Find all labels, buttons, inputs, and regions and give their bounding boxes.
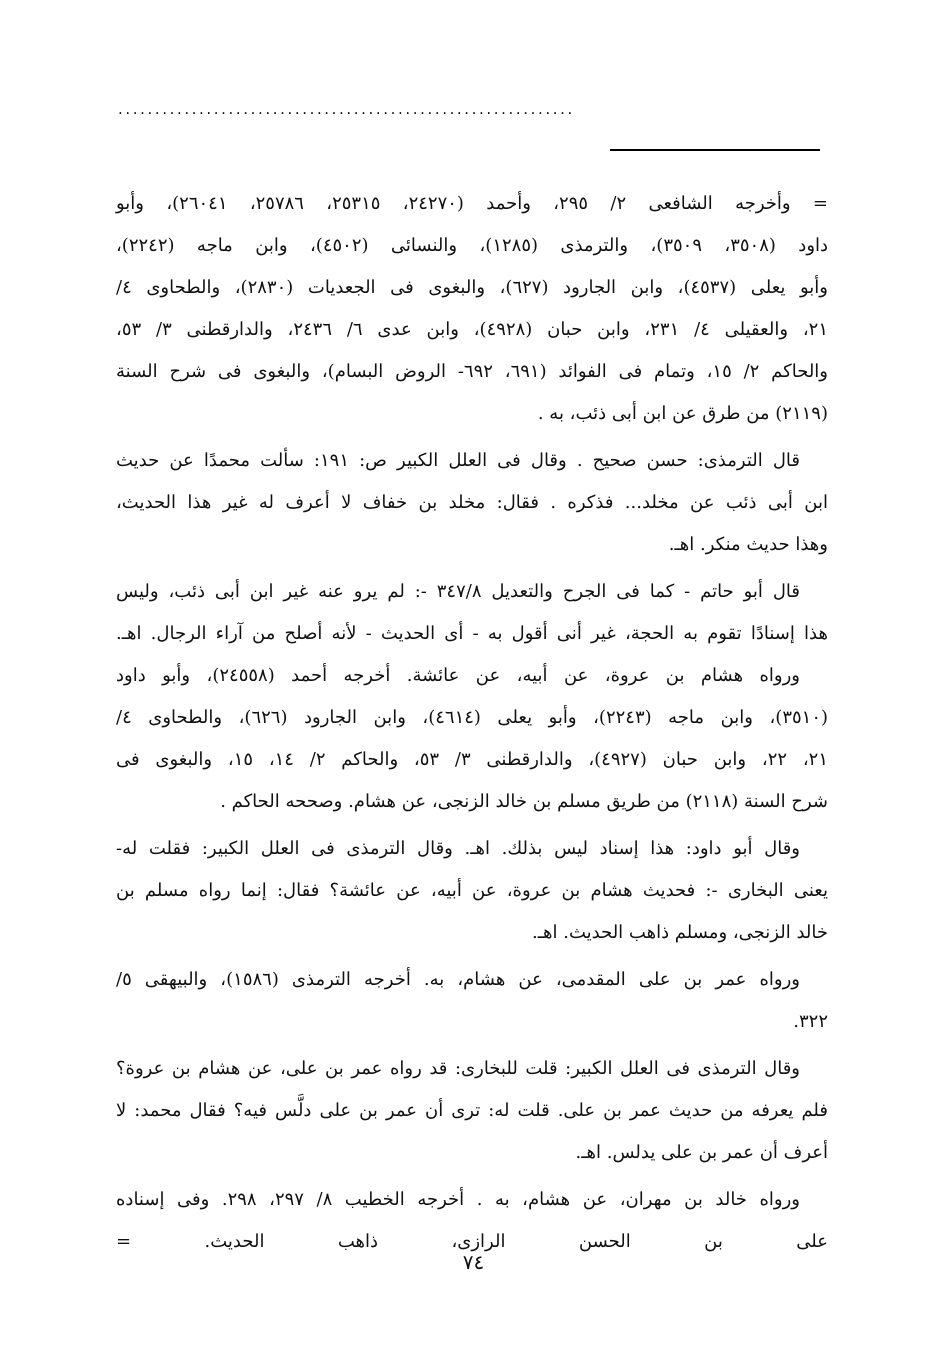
footnote-rule [610,149,820,151]
paragraph [116,959,828,1043]
text-line: والحاكم ٢/ ١٥، وتمام فى الفوائد (٦٩١، ٦٩٢- الروض البسام)، والبغوى فى شرح السنة [116,361,829,382]
text-line: ٣٢٢. [793,1011,828,1032]
text-line: أعرف أن عمر بن على يدلس. اهـ. [575,1142,828,1163]
text-line: ابن أبى ذئب عن مخلد... فذكره . فقال: مخلد بن خفاف لا أعرف له غير هذا الحديث، [116,492,828,513]
paragraph [116,1048,828,1174]
text-line: على بن الحسن الرازى، ذاهب الحديث. = [116,1231,828,1252]
page-number: ٧٤ [462,1250,485,1274]
paragraph [116,828,828,954]
text-line: (٣٥١٠)، وابن ماجه (٢٢٤٣)، وأبو يعلى (٤٦١٤)، وابن الجارود (٦٢٦)، والطحاوى ٤/ [116,707,829,728]
text-line: (٢١١٩) من طرق عن ابن أبى ذئب، به . [537,403,828,424]
text-line: شرح السنة (٢١١٨) من طريق مسلم بن خالد الزنجى، عن هشام. وصححه الحاكم . [220,791,828,812]
separator-dots: .............................................................. [118,100,575,118]
text-line: وقال أبو داود: هذا إسناد ليس بذلك. اهـ. وقال الترمذى فى العلل الكبير: فقلت له- [116,838,800,859]
footnote-body [116,183,828,1268]
text-line: وقال الترمذى فى العلل الكبير: قلت للبخارى: قد رواه عمر بن على، عن هشام بن عروة؟ [116,1058,800,1079]
text-line: ورواه خالد بن مهران، عن هشام، به . أخرجه الخطيب ٨/ ٢٩٧، ٢٩٨. وفى إسناده [116,1189,800,1210]
text-line: وأبو يعلى (٤٥٣٧)، وابن الجارود (٦٢٧)، والبغوى فى الجعديات (٢٨٣٠)، والطحاوى ٤/ [116,277,828,298]
paragraph [116,440,828,566]
text-line: فلم يعرفه من حديث عمر بن على. قلت له: ترى أن عمر بن على دلَّس فيه؟ فقال محمد: لا [116,1100,828,1121]
text-line: داود (٣٥٠٨، ٣٥٠٩)، والترمذى (١٢٨٥)، والنسائى (٤٥٠٢)، وابن ماجه (٢٢٤٢)، [116,235,829,256]
paragraph [116,183,828,435]
text-line: وهذا حديث منكر. اهـ. [668,534,828,555]
text-line: = وأخرجه الشافعى ٢/ ٢٩٥، وأحمد (٢٤٢٧٠، ٢٥٣١٥، ٢٥٧٨٦، ٢٦٠٤١)، وأبو [116,193,828,214]
text-line: ٢١، ٢٢، وابن حبان (٤٩٢٧)، والدارقطنى ٣/ ٥٣، والحاكم ٢/ ١٤، ١٥، والبغوى فى [116,749,829,770]
text-line: قال الترمذى: حسن صحيح . وقال فى العلل الكبير ص: ١٩١: سألت محمدًا عن حديث [116,450,801,471]
text-line: ٢١، والعقيلى ٤/ ٢٣١، وابن حبان (٤٩٢٨)، وابن عدى ٦/ ٢٤٣٦، والدارقطنى ٣/ ٥٣، [116,319,828,340]
text-line: هذا إسنادًا تقوم به الحجة، غير أنى أقول به - أى الحديث - لأنه أصلح من آراء الرجال. اهـ. [116,623,828,644]
text-line: ورواه هشام بن عروة، عن أبيه، عن عائشة. أخرجه أحمد (٢٤٥٥٨)، وأبو داود [116,665,800,686]
paragraph [116,571,828,823]
text-line: يعنى البخارى -: فحديث هشام بن عروة، عن أبيه، عن عائشة؟ فقال: إنما رواه مسلم بن [116,880,828,901]
text-line: ورواه عمر بن على المقدمى، عن هشام، به. أخرجه الترمذى (١٥٨٦)، والبيهقى ٥/ [116,969,800,990]
text-line: خالد الزنجى، ومسلم ذاهب الحديث. اهـ. [532,922,828,943]
text-line: قال أبو حاتم - كما فى الجرح والتعديل ٣٤٧/٨ -: لم يرو عنه غير ابن أبى ذئب، وليس [116,581,800,602]
